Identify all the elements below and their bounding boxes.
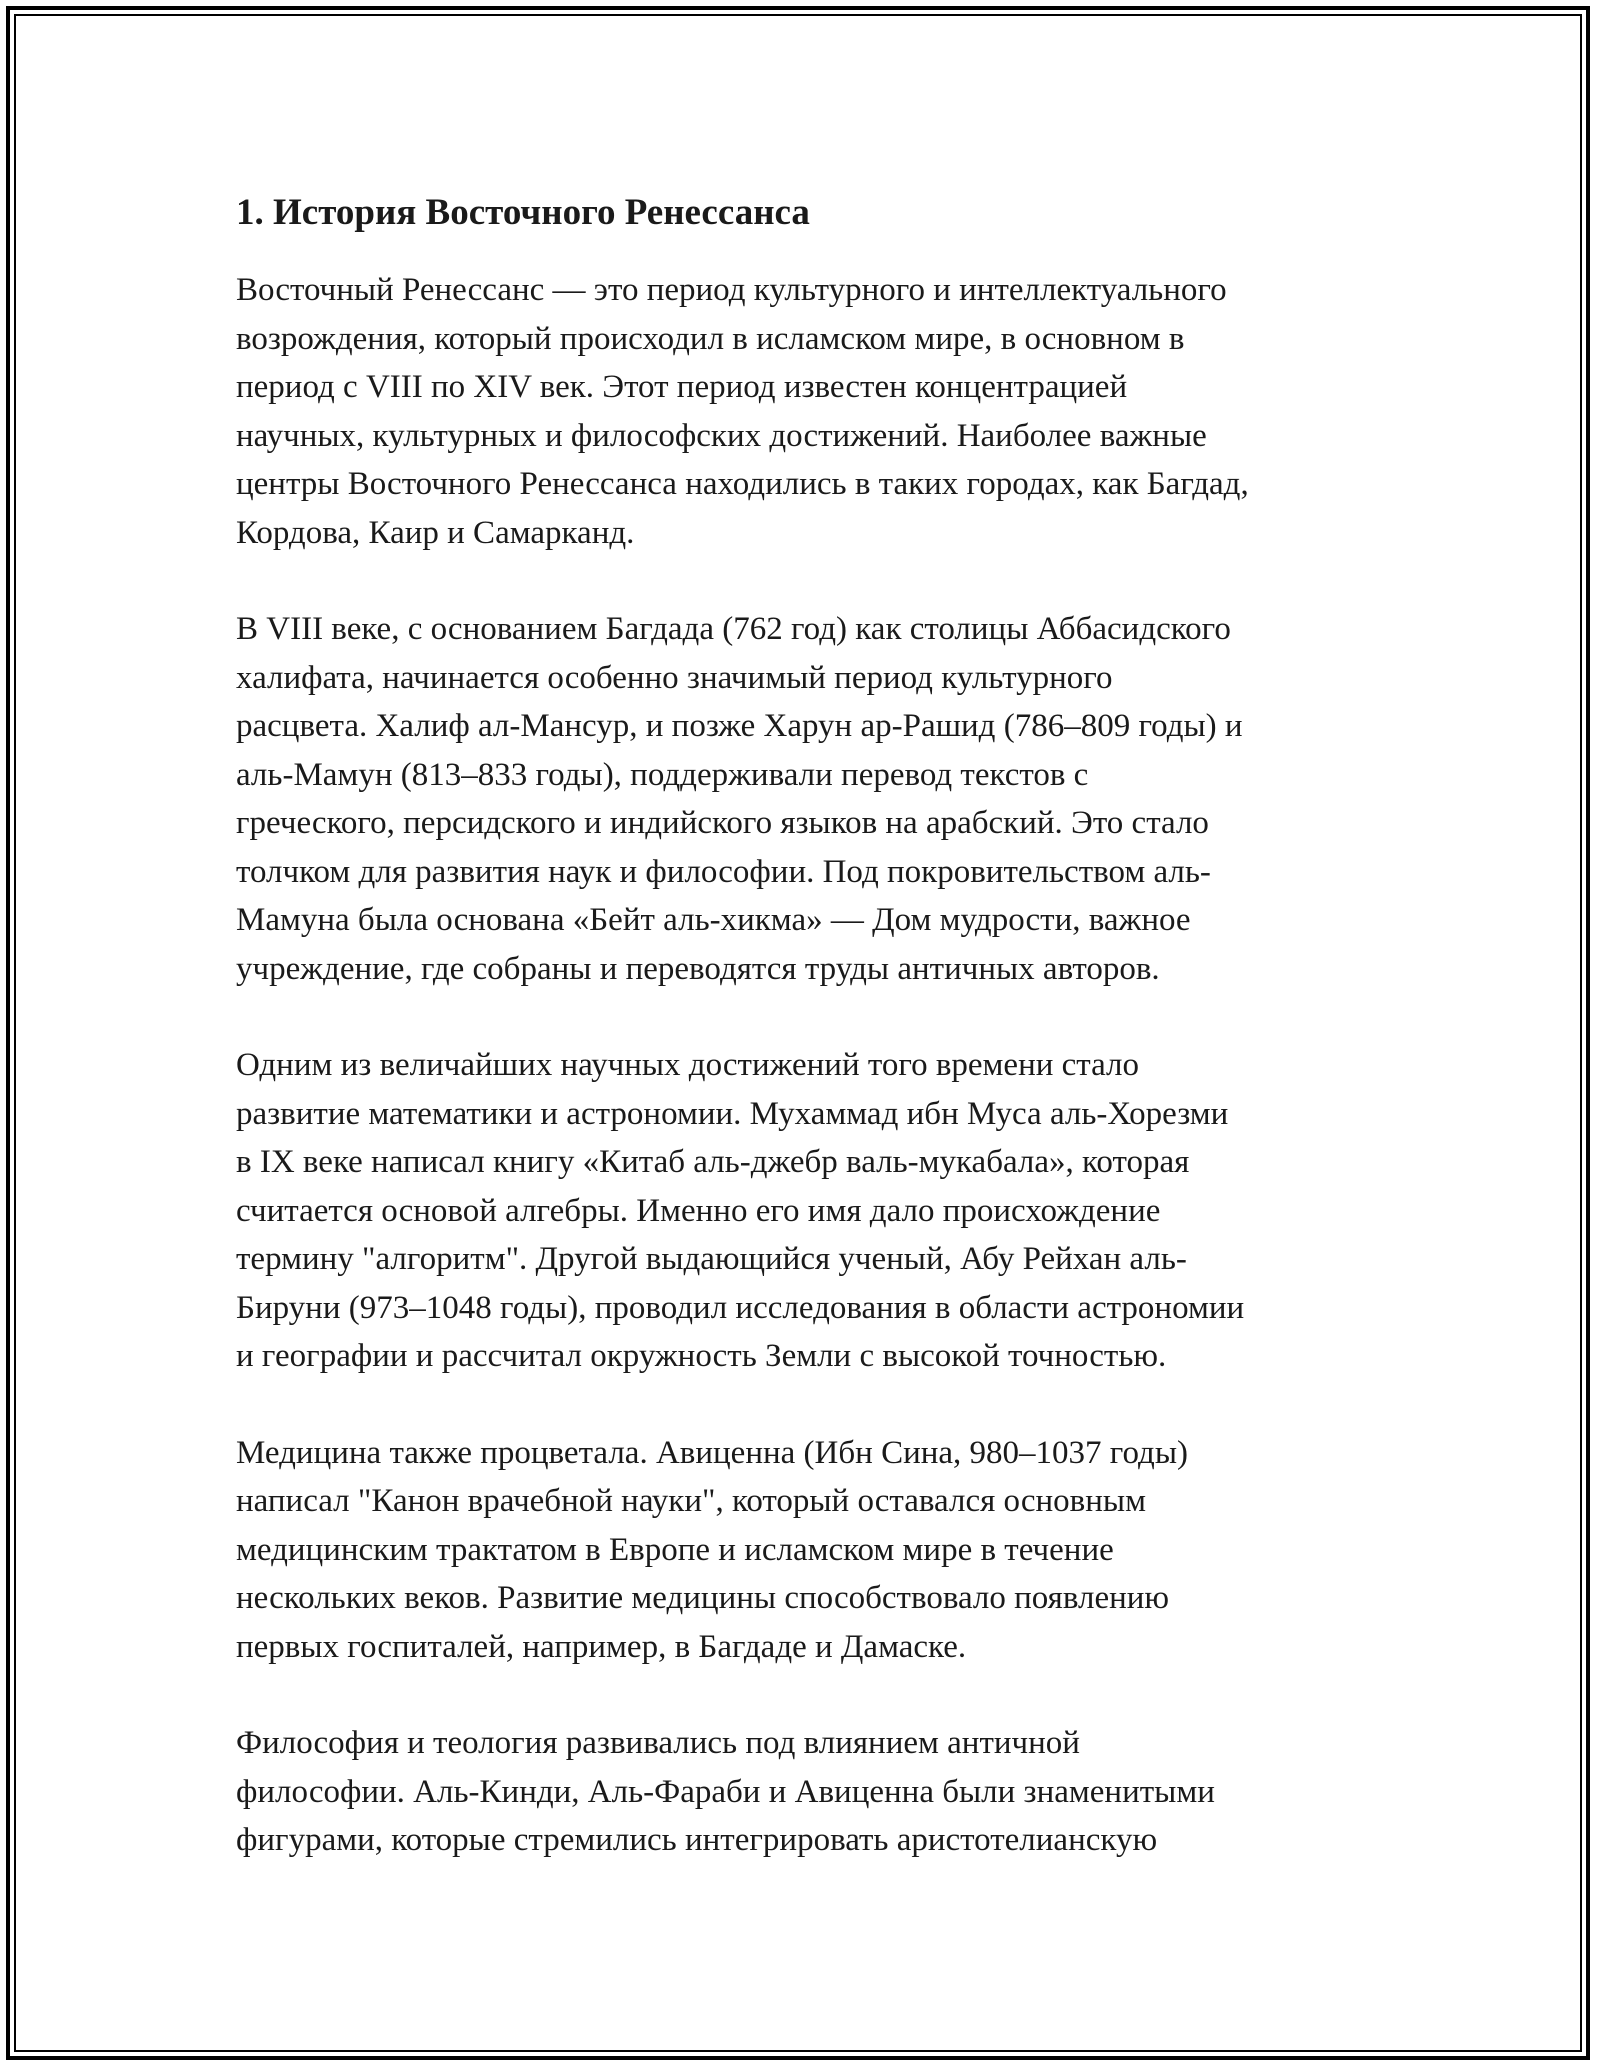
paragraph-philosophy: Философия и теология развивались под влиянием античной философии. Аль-Кинди, Аль-Фараби и Авиценна были знаменитыми фигурами, которые стремились интегрировать аристотелианскую xyxy=(236,1725,1215,1858)
paragraph-intro: Восточный Ренессанс — это период культурного и интеллектуального возрождения, который происходил в исламском мире, в основном в период с VIII по XIV век. Этот период известен концентрацией научных, культурных и философских достижений. Наиболее важные центры Восточного Ренессанса находились в таких городах, как Багдад, Кордова, Каир и Самарканд. xyxy=(236,272,1249,551)
section-heading: 1. История Восточного Ренессанса xyxy=(236,192,810,233)
paragraph-medicine: Медицина также процветала. Авиценна (Ибн Сина, 980–1037 годы) написал "Канон врачебной науки", который оставался основным медицинским трактатом в Европе и исламском мире в течение нескольких веков. Развитие медицины способствовало появлению первых госпиталей, например, в Багдаде и Дамаске. xyxy=(236,1434,1189,1665)
paragraph-mathematics: Одним из величайших научных достижений того времени стало развитие математики и астрономии. Мухаммад ибн Муса аль-Хорезми в IX веке написал книгу «Китаб аль-джебр валь-мукабала», которая считается основой алгебры. Именно его имя дало происхождение термину "алгоритм". Другой выдающийся ученый, Абу Рейхан аль- Бируни (973–1048 годы), проводил исследования в области астрономии и географии и рассчитал окружность Земли с высокой точностью. xyxy=(236,1047,1245,1374)
document-body xyxy=(236,186,1386,1913)
paragraph-baghdad: В VIII веке, с основанием Багдада (762 год) как столицы Аббасидского халифата, начинается особенно значимый период культурного расцвета. Халиф ал-Мансур, и позже Харун ар-Рашид (786–809 годы) и аль-Мамун (813–833 годы), поддерживали перевод текстов с греческого, персидского и индийского языков на арабский. Это стало толчком для развития наук и философии. Под покровительством аль- Мамуна была основана «Бейт аль-хикма» — Дом мудрости, важное учреждение, где собраны и переводятся труды античных авторов. xyxy=(236,611,1243,987)
